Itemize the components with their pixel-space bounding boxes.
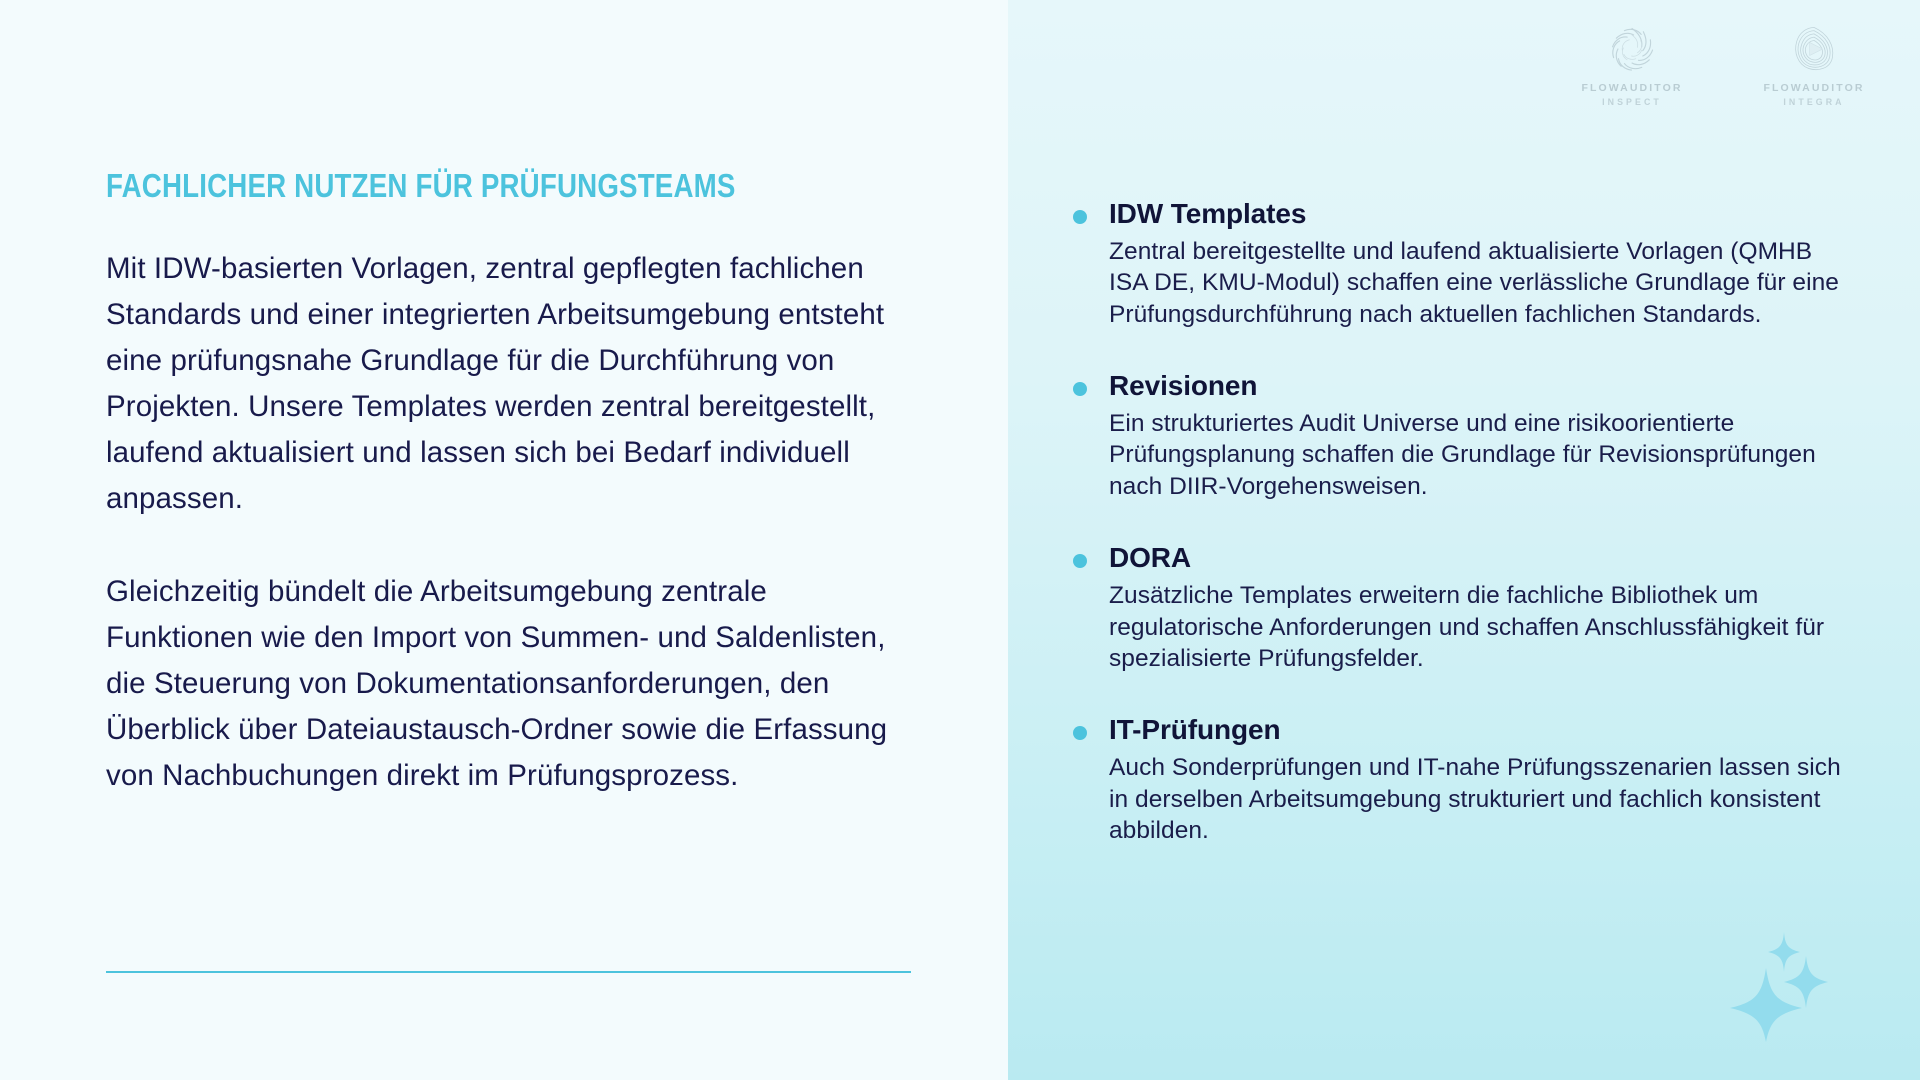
feature-list — [1073, 196, 1843, 846]
intro-paragraph-2: Gleichzeitig bündelt die Arbeitsumgebung zentrale Funktionen wie den Import von Summen- und Saldenlisten, die Steuerung von Dokumentationsanforderungen, den Überblick über Dateiaustausch-Ordner sowie die Erfassung von Nachbuchungen direkt im Prüfungsprozess. — [106, 575, 888, 793]
feature-title: IDW Templates — [1109, 198, 1307, 229]
logo-subname: INSPECT — [1602, 97, 1662, 107]
logo-subname: INTEGRA — [1783, 97, 1845, 107]
feature-description: Zusätzliche Templates erweitern die fachliche Bibliothek um regulatorische Anforderungen und schaffen Anschlussfähigkeit für spezialisierte Prüfungsfelder. — [1109, 582, 1825, 672]
feature-description: Ein strukturiertes Audit Universe und eine risikoorientierte Prüfungsplanung schaffen die Grundlage für Revisionsprüfungen nach DIIR-Vorgehensweisen. — [1109, 410, 1816, 500]
feature-title: Revisionen — [1109, 370, 1258, 402]
logo-name: FLOWAUDITOR — [1763, 82, 1865, 94]
bullet-dot-icon — [1073, 554, 1087, 568]
logo-row — [1566, 22, 1880, 107]
page-title: FACHLICHER NUTZEN FÜR PRÜFUNGSTEAMS — [106, 167, 736, 204]
right-feature-pane — [1008, 0, 1920, 1080]
sparkles-icon — [1728, 932, 1848, 1042]
intro-paragraph-1: Mit IDW-basierten Vorlagen, zentral gepflegten fachlichen Standards und einer integrierten Arbeitsumgebung entsteht eine prüfungsnahe Grundlage für die Durchführung von Projekten. Unsere Templates werden zentral bereitgestellt, laufend aktualisiert und lassen sich bei Bedarf individuell anpassen. — [106, 252, 885, 516]
feature-title: IT-Prüfungen — [1109, 714, 1281, 746]
list-item — [1073, 196, 1843, 330]
section-divider — [106, 971, 911, 973]
feature-description: Auch Sonderprüfungen und IT-nahe Prüfungsszenarien lassen sich in derselben Arbeitsumgebung strukturiert und fachlich konsistent abbilden. — [1109, 754, 1841, 844]
logo-flowauditor-integra — [1748, 22, 1880, 107]
logo-name: FLOWAUDITOR — [1581, 82, 1683, 94]
list-item — [1073, 540, 1843, 674]
bullet-dot-icon — [1073, 382, 1087, 396]
bullet-dot-icon — [1073, 210, 1087, 224]
feature-text-block — [1109, 540, 1843, 674]
feature-text-block — [1109, 712, 1843, 846]
list-item — [1073, 712, 1843, 846]
logo-flowauditor-inspect — [1566, 22, 1698, 107]
left-content-block — [106, 168, 916, 799]
feature-title: DORA — [1109, 542, 1192, 574]
feature-text-block — [1109, 368, 1843, 502]
iris-swirl-icon — [1605, 22, 1659, 76]
list-item — [1073, 368, 1843, 502]
feature-description: Zentral bereitgestellte und laufend aktualisierte Vorlagen (QMHB ISA DE, KMU-Modul) schaffen eine verlässliche Grundlage für eine Prüfungsdurchführung nach aktuellen fachlichen Standards. — [1109, 238, 1839, 328]
triangle-spiral-icon — [1787, 22, 1841, 76]
feature-text-block — [1109, 196, 1843, 330]
bullet-dot-icon — [1073, 726, 1087, 740]
